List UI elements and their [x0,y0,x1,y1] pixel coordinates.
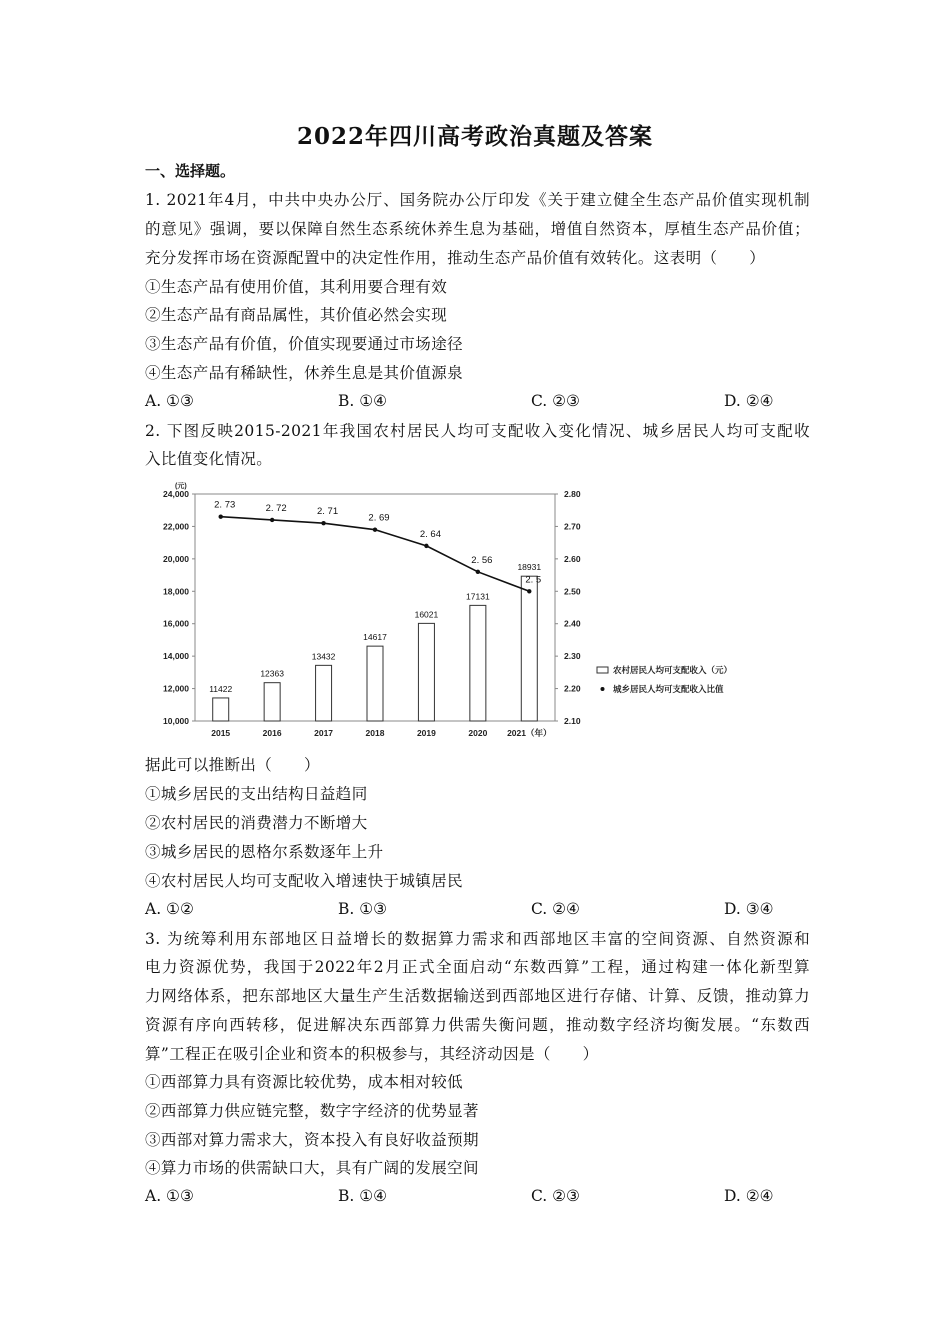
income-bar-label: 16021 [414,609,439,620]
right-tick-label: 2.80 [564,489,581,499]
ratio-label: 2. 72 [265,502,287,514]
q2-line-2: 入比值变化情况。 [145,450,273,468]
q3-option-c: C. ②③ [531,1187,580,1205]
right-tick-label: 2.10 [564,716,581,726]
q1-item-2: ②生态产品有商品属性，其价值必然会实现 [145,306,448,324]
q1-line-2: 的意见》强调，要以保障自然生态系统休养生息为基础，增值自然资本，厚植生态产品价值； [145,220,810,238]
ratio-label: 2. 56 [471,554,493,566]
q3-option-b: B. ①④ [338,1187,388,1205]
q3-line-3: 力网络体系，把东部地区大量生产生活数据输送到西部地区进行存储、计算、反馈，推动算力 [145,987,810,1005]
ratio-label: 2. 71 [317,506,339,518]
q1-item-1: ①生态产品有使用价值，其利用要合理有效 [145,278,448,296]
ratio-point [424,544,428,548]
income-bar [316,665,332,721]
right-tick-label: 2.70 [564,521,581,532]
section-heading: 一、选择题。 [145,162,236,180]
left-tick-label: 16,000 [163,618,189,629]
left-tick-label: 24,000 [163,489,189,499]
q3-item-3: ③西部对算力需求大，资本投入有良好收益预期 [145,1131,479,1149]
q1-option-d: D. ②④ [724,392,774,410]
q1-option-c: C. ②③ [531,392,580,410]
q1-option-a: A. ①③ [145,392,194,410]
ratio-point [321,521,325,525]
q3-option-d: D. ②④ [724,1187,774,1205]
ratio-label: 2. 73 [214,499,236,511]
right-tick-label: 2.40 [564,618,581,629]
q3-item-2: ②西部算力供应链完整，数字字经济的优势显著 [145,1102,479,1120]
legend-bar-label: 农村居民人均可支配收入（元） [613,665,733,675]
q2-option-c: C. ②④ [531,900,580,918]
ratio-point [373,527,377,531]
income-chart [145,478,755,743]
q3-item-1: ①西部算力具有资源比较优势，成本相对较低 [145,1073,464,1091]
x-tick-label: 2017 [314,728,334,738]
left-axis-unit: (元) [175,483,187,490]
left-tick-label: 18,000 [163,586,189,597]
legend-line-swatch [601,687,605,691]
x-tick-label: 2021（年） [507,728,552,738]
q1-item-4: ④生态产品有稀缺性，休养生息是其价值源泉 [145,364,464,382]
left-tick-label: 10,000 [163,716,189,726]
x-tick-label: 2018 [365,728,385,738]
q3-line-4: 资源有序向西转移，促进解决东西部算力供需失衡问题，推动数字经济均衡发展。“东数西 [145,1016,810,1034]
q1-line-1: 1. 2021年4月，中共中央办公厅、国务院办公厅印发《关于建立健全生态产品价值实现机制 [145,191,810,209]
right-tick-label: 2.30 [564,651,581,662]
income-bar-label: 17131 [466,591,490,602]
legend-line-label: 城乡居民人均可支配收入比值 [613,684,724,694]
q2-item-1: ①城乡居民的支出结构日益趋同 [145,785,368,803]
ratio-label: 2. 64 [419,528,441,540]
income-bar [264,683,280,721]
income-bar [367,646,383,721]
income-bar-label: 18931 [517,562,542,573]
q1-option-b: B. ①④ [338,392,388,410]
q3-line-5: 算”工程正在吸引企业和资本的积极参与，其经济动因是（ ） [145,1045,599,1063]
income-bar-label: 13432 [311,651,336,662]
left-tick-label: 20,000 [163,553,189,564]
ratio-point [219,515,223,519]
ratio-point [527,589,531,593]
x-tick-label: 2016 [262,728,282,738]
q2-item-4: ④农村居民人均可支配收入增速快于城镇居民 [145,872,464,890]
q2-stem: 据此可以推断出（ ） [145,756,320,774]
income-bar-label: 11422 [209,683,233,694]
right-tick-label: 2.20 [564,683,581,694]
legend-bar-swatch [597,667,608,673]
ratio-point [270,518,274,522]
q2-option-b: B. ①③ [338,900,388,918]
q3-line-2: 电力资源优势，我国于2022年2月正式全面启动“东数西算”工程，通过构建一体化新型算 [145,958,810,976]
q2-item-2: ②农村居民的消费潜力不断增大 [145,814,368,832]
q2-option-a: A. ①② [145,900,194,918]
q2-line-1: 2. 下图反映2015-2021年我国农村居民人均可支配收入变化情况、城乡居民人均可支配收 [145,422,810,440]
income-bar-label: 14617 [363,632,387,643]
x-tick-label: 2019 [416,728,436,738]
income-bar [213,698,229,721]
ratio-label: 2. 5 [525,574,542,586]
ratio-point [476,570,480,574]
q1-line-3: 充分发挥市场在资源配置中的决定性作用，推动生态产品价值有效转化。这表明（ ） [145,249,766,267]
q2-item-3: ③城乡居民的恩格尔系数逐年上升 [145,843,384,861]
q2-option-d: D. ③④ [724,900,774,918]
ratio-label: 2. 69 [368,512,390,524]
income-bar-label: 12363 [260,668,284,679]
left-tick-label: 14,000 [163,651,189,662]
q3-item-4: ④算力市场的供需缺口大，具有广阔的发展空间 [145,1159,479,1177]
x-tick-label: 2020 [468,728,488,738]
q1-item-3: ③生态产品有价值，价值实现要通过市场途径 [145,335,464,353]
right-tick-label: 2.50 [564,586,581,597]
left-tick-label: 22,000 [163,521,189,532]
income-bar [521,576,537,721]
left-tick-label: 12,000 [163,683,189,694]
right-tick-label: 2.60 [564,553,581,564]
page-title: 2022年四川高考政治真题及答案 [296,123,653,150]
q3-line-1: 3. 为统筹利用东部地区日益增长的数据算力需求和西部地区丰富的空间资源、自然资源和 [145,930,810,948]
income-bar [470,605,486,721]
income-bar [418,623,434,721]
q3-option-a: A. ①③ [145,1187,194,1205]
x-tick-label: 2015 [211,728,231,738]
